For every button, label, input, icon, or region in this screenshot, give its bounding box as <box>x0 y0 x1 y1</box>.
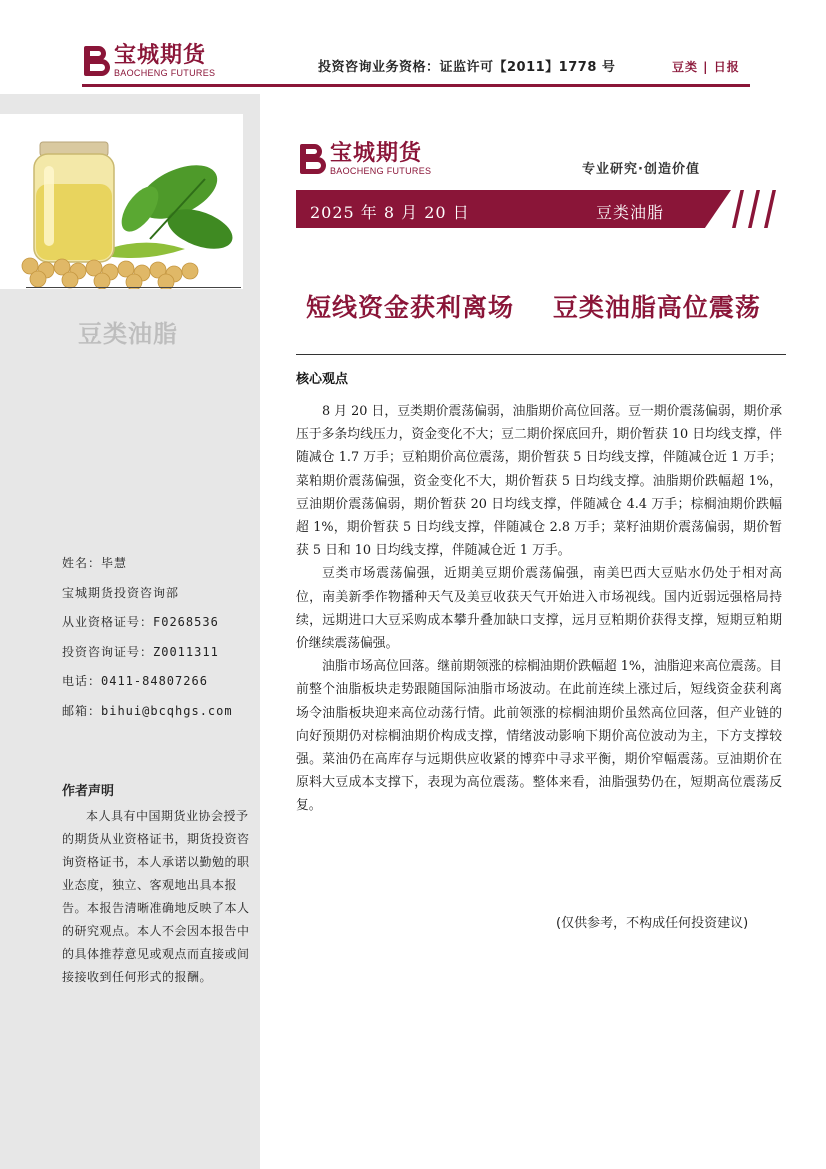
report-body <box>296 400 782 818</box>
disclaimer-body: 本人具有中国期货业协会授予的期货从业资格证书，期货投资咨询资格证书，本人承诺以勤勉的职业态度，独立、客观地出具本报告。本报告清晰准确地反映了本人的研究观点。本人不会因本报告中的具体推荐意见或观点而直接或间接接收到任何形式的报酬。 <box>62 809 250 984</box>
soybean-oil-illustration-icon <box>0 114 243 289</box>
photo-divider <box>26 287 241 288</box>
page-header <box>0 0 826 88</box>
author-email: 邮箱：bihui@bcqhgs.com <box>62 703 233 718</box>
license-text: 投资咨询业务资格：证监许可【2011】1778 号 <box>318 60 616 75</box>
date-banner <box>296 190 786 228</box>
disclaimer-title: 作者声明 <box>62 784 115 799</box>
author-name: 姓名：毕慧 <box>62 556 128 570</box>
banner-slash-decoration <box>764 190 776 228</box>
header-logo <box>82 44 215 78</box>
report-headline: 短线资金获利离场 豆类油脂高位震荡 <box>306 293 761 322</box>
paragraph-oils-market: 油脂市场高位回落。继前期领涨的棕榈油期价跌幅超 1%，油脂迎来高位震荡。目前整个油脂板块走势跟随国际油脂市场波动。在此前连续上涨过后，短线资金获利离场令油脂板块迎来高位动荡行情。此前领涨的棕榈油期价虽然高位回落，但产业链的向好预期仍对棕榈油期价构成支撑，情绪波动影响下期价高位波动为主，下方支撑较强。菜油仍在高库存与远期供应收紧的博弈中寻求平衡，期价窄幅震荡。豆油期价在原料大豆成本支撑下，表现为高位震荡。整体来看，油脂强势仍在，短期高位震荡反复。 <box>296 659 782 814</box>
report-date: 2025 年 8 月 20 日 <box>310 203 470 222</box>
report-logo-cn: 宝城期货 <box>330 140 423 166</box>
header-divider <box>82 84 750 87</box>
report-logo-en: BAOCHENG FUTURES <box>330 166 432 176</box>
report-logo <box>298 142 431 176</box>
author-qualification-id: 从业资格证号：F0268536 <box>62 615 219 629</box>
banner-slash-decoration <box>732 190 744 228</box>
author-disclaimer <box>62 780 258 989</box>
investment-note: (仅供参考，不构成任何投资建议) <box>556 916 749 931</box>
baocheng-logo-icon <box>298 142 326 176</box>
baocheng-logo-icon <box>82 44 110 78</box>
paragraph-soybean-market: 豆类市场震荡偏强，近期美豆期价震荡偏强，南美巴西大豆贴水仍处于相对高位，南美新季作物播种天气及美豆收获天气开始进入市场视线。国内近弱远强格局持续，远期进口大豆采购成本攀升叠加缺口支撑，远月豆粕期价获得支撑，短期豆粕期价继续震荡偏强。 <box>296 566 782 652</box>
header-logo-en: BAOCHENG FUTURES <box>114 68 216 78</box>
headline-divider <box>296 354 786 355</box>
author-info <box>62 554 233 731</box>
report-subject: 豆类油脂 <box>596 203 665 222</box>
section-title: 核心观点 <box>296 372 349 387</box>
sidebar-title: 豆类油脂 <box>78 320 178 348</box>
banner-slash-decoration <box>748 190 760 228</box>
paragraph-market-overview: 8 月 20 日，豆类期价震荡偏弱，油脂期价高位回落。豆一期价震荡偏弱，期价承压于多条均线压力，资金变化不大；豆二期价探底回升，期价暂获 10 日均线支撑，伴随减仓 1.7 万手；豆粕期价高位震荡，期价暂获 5 日均线支撑，伴随减仓近 1 万手；菜粕期价震荡偏强，资金变化不大，期价暂获 5 日均线支撑。油脂期价跌幅超 1%，豆油期价震荡偏弱，期价暂获 20 日均线支撑，伴随减仓 4.4 万手；棕榈油期价跌幅超 1%，期价暂获 5 日均线支撑，伴随减仓 2.8 万手；菜籽油期价震荡偏弱，期价暂获 5 日和 10 日均线支撑，伴随减仓近 1 万手。 <box>296 404 782 559</box>
slogan: 专业研究·创造价值 <box>582 162 700 177</box>
author-phone: 电话：0411-84807266 <box>62 674 208 688</box>
report-category: 豆类 | 日报 <box>672 60 740 74</box>
sidebar <box>0 94 260 1169</box>
author-consulting-id: 投资咨询证号：Z0011311 <box>62 644 219 659</box>
author-department: 宝城期货投资咨询部 <box>62 585 180 600</box>
header-logo-cn: 宝城期货 <box>114 42 207 68</box>
soybean-oil-photo <box>0 114 243 289</box>
